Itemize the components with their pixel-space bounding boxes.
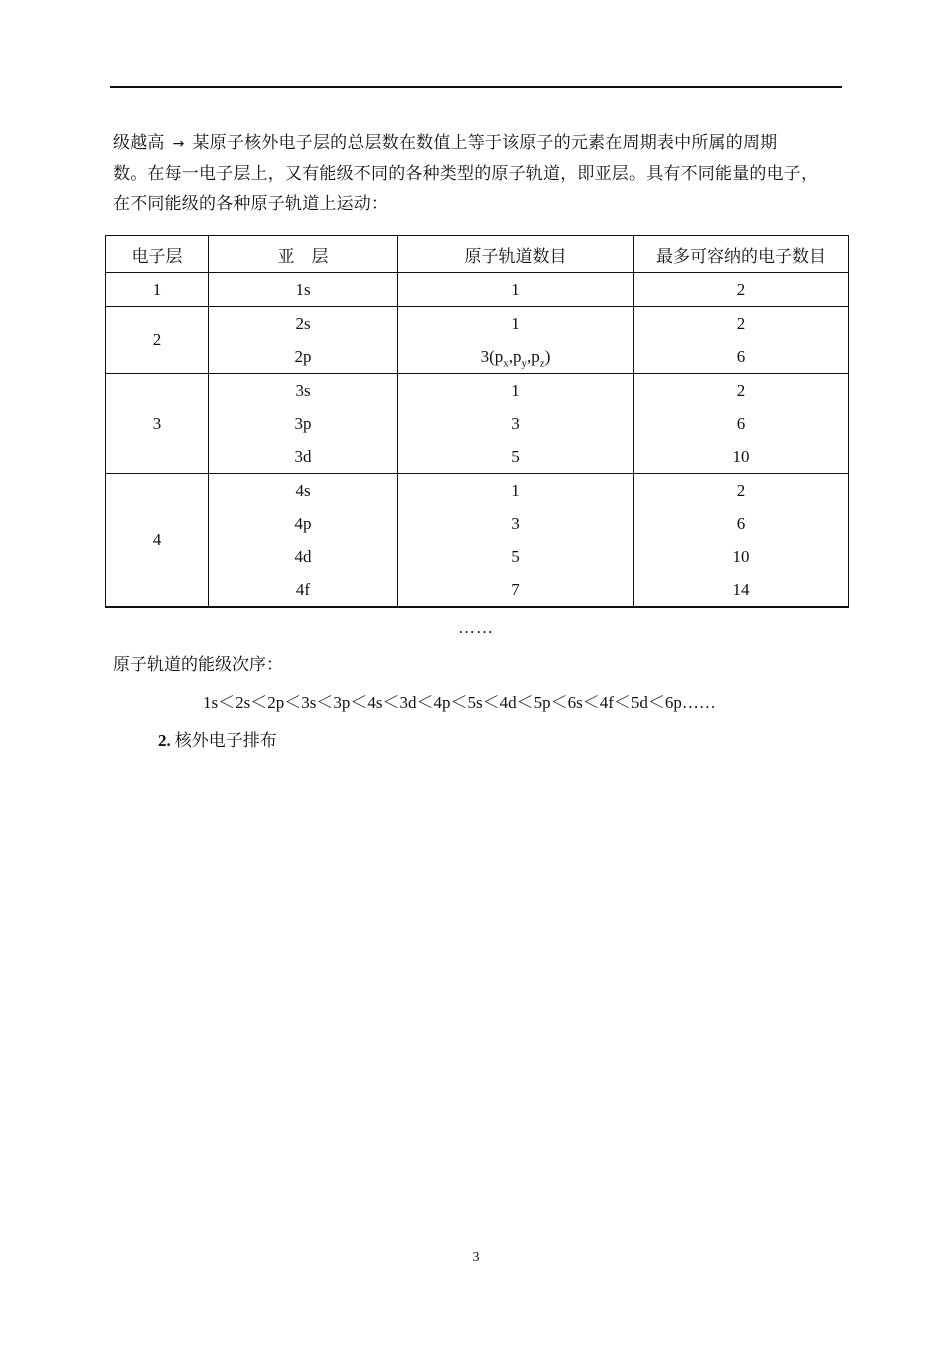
intro-line-2: 数。在每一电子层上，又有能级不同的各种类型的原子轨道，即亚层。具有不同能量的电子， (113, 164, 819, 184)
subshell-value: 4d (294, 547, 312, 566)
orbital-value: 1 (511, 381, 520, 400)
electron-cell (634, 307, 849, 374)
electron-value: 10 (732, 447, 750, 466)
electron-value: 2 (736, 314, 746, 333)
subshell-value: 2p (294, 347, 312, 366)
electron-value: 2 (736, 381, 746, 400)
header-rule (110, 86, 842, 88)
orbital-value-p: $3(p_x,p_y,p_z)$ (480, 347, 551, 370)
orbital-value: 3 (511, 414, 520, 433)
orbital-value: 5 (511, 447, 520, 466)
intro-line-1-start: 级越高 (113, 133, 165, 153)
intro-line-1 (113, 128, 845, 159)
electron-value: 6 (736, 514, 746, 533)
section-number: 2. (158, 731, 171, 750)
table-row (106, 374, 849, 474)
electron-cell (634, 374, 849, 474)
subshell-cell (209, 374, 398, 474)
section-heading (158, 728, 277, 754)
electron-value: 10 (732, 547, 750, 566)
header-orbital-count: 原子轨道数目 (398, 236, 634, 273)
subshell-value: 3s (295, 381, 311, 400)
orbital-value: 7 (511, 580, 520, 599)
subshell-value: 4f (295, 580, 311, 599)
subshell-value: 3d (294, 447, 312, 466)
header-subshell: 亚 层 (209, 236, 398, 273)
shell-cell: 3 (106, 374, 209, 474)
orbital-value: 3 (511, 514, 520, 533)
subshell-cell: 1s (209, 273, 398, 307)
orbital-value: 1 (511, 314, 520, 333)
shell-cell: 4 (106, 474, 209, 608)
page-number: 3 (472, 1250, 480, 1265)
subshell-value: 2s (295, 314, 311, 333)
table-row (106, 273, 849, 307)
table-row (106, 474, 849, 608)
electron-value: 14 (732, 580, 750, 599)
intro-paragraph (113, 128, 845, 219)
right-arrow-icon: → (172, 136, 185, 152)
header-max-electrons: 最多可容纳的电子数目 (634, 236, 849, 273)
shell-cell: 2 (106, 307, 209, 374)
intro-line-1-end: 某原子核外电子层的总层数在数值上等于该原子的元素在周期表中所属的周期 (192, 133, 778, 153)
electron-cell (634, 474, 849, 608)
table-header-row (106, 236, 849, 273)
section-title: 核外电子排布 (174, 731, 277, 751)
energy-order-label: 原子轨道的能级次序： (113, 655, 283, 675)
orbital-value: 5 (511, 547, 520, 566)
orbital-cell: 1 (398, 273, 634, 307)
orbital-value: 1 (511, 481, 520, 500)
electron-value: 6 (736, 347, 746, 366)
intro-line-3: 在不同能级的各种原子轨道上运动： (113, 194, 389, 214)
electron-value: 2 (736, 481, 746, 500)
orbital-cell (398, 374, 634, 474)
table-continuation-ellipsis: …… (458, 618, 494, 637)
orbital-cell (398, 307, 634, 374)
electron-value: 6 (736, 414, 746, 433)
subshell-value: 3p (294, 414, 312, 433)
energy-order-sequence: 1s＜2s＜2p＜3s＜3p＜4s＜3d＜4p＜5s＜4d＜5p＜6s＜4f＜5d＜6p…… (203, 693, 716, 712)
subshell-cell (209, 307, 398, 374)
subshell-value: 4s (295, 481, 311, 500)
electron-cell: 2 (634, 273, 849, 307)
orbital-table (105, 235, 849, 608)
subshell-value: 4p (294, 514, 312, 533)
shell-cell: 1 (106, 273, 209, 307)
orbital-cell (398, 474, 634, 608)
subshell-cell (209, 474, 398, 608)
table-row (106, 307, 849, 374)
header-shell: 电子层 (106, 236, 209, 273)
